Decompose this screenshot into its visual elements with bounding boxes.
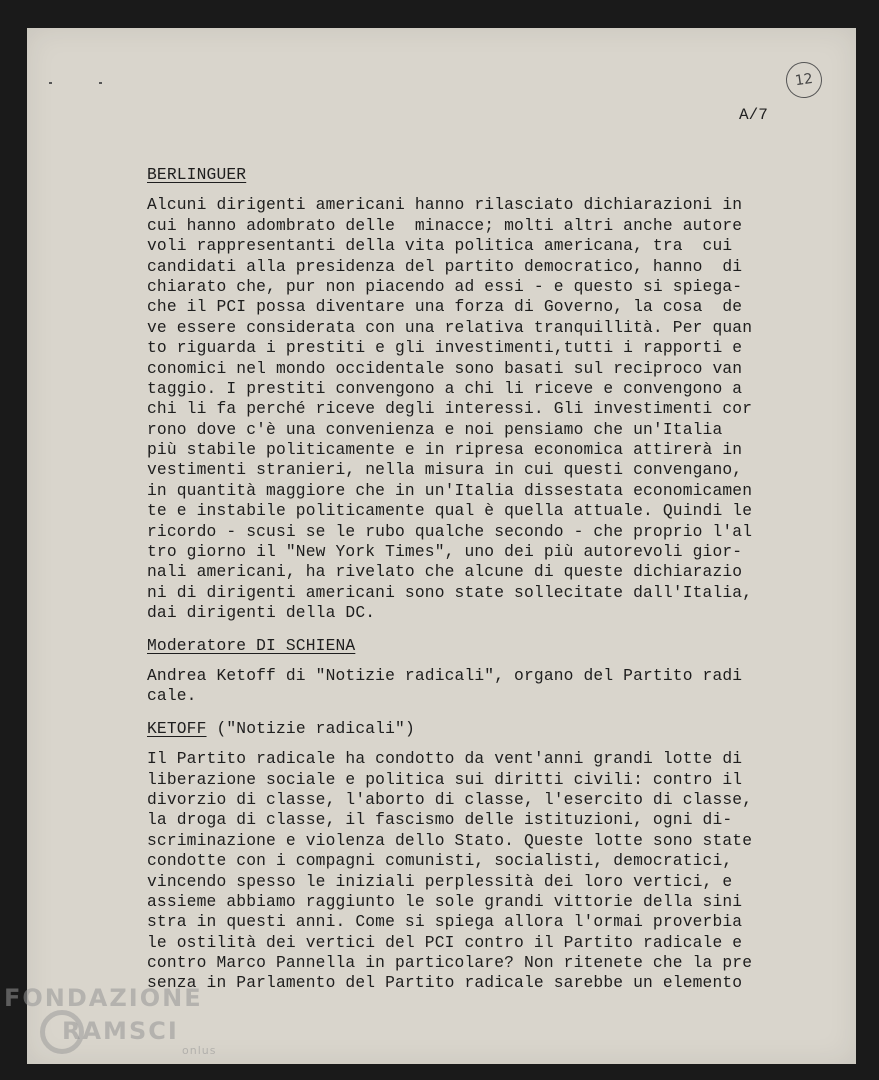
text-line: taggio. I prestiti convengono a chi li riceve e convengono a [147, 378, 743, 398]
text-line: scriminazione e violenza dello Stato. Queste lotte sono state [147, 830, 753, 850]
text-line: rono dove c'è una convenienza e noi pensiamo che un'Italia [147, 419, 723, 439]
text-line: stra in questi anni. Come si spiega allora l'ormai proverbia [147, 912, 743, 932]
text-line: candidati alla presidenza del partito democratico, hanno di [147, 256, 743, 276]
text-line: cui hanno adombrato delle minacce; molti altri anche autore [147, 215, 743, 235]
text-line: chi li fa perché riceve degli interessi. Gli investimenti cor [147, 399, 753, 419]
text-line: voli rappresentanti della vita politica americana, tra cui [147, 236, 733, 256]
speech-paragraph [147, 666, 797, 707]
text-line: la droga di classe, il fascismo delle istituzioni, ogni di- [147, 810, 733, 830]
text-line: conomici nel mondo occidentale sono basati sul reciproco van [147, 358, 743, 378]
speaker-heading: BERLINGUER [147, 165, 247, 184]
text-line: te e instabile politicamente qual è quella attuale. Quindi le [147, 501, 753, 521]
text-line: vestimenti stranieri, nella misura in cui questi convengano, [147, 460, 743, 480]
margin-mark [99, 82, 102, 84]
text-line: vincendo spesso le iniziali perplessità dei loro vertici, e [147, 871, 733, 891]
text-line: assieme abbiamo raggiunto le sole grandi vittorie della sini [147, 891, 743, 911]
handwritten-page-number: 12 [784, 60, 825, 101]
reference-code: A/7 [739, 106, 768, 124]
text-line: ve essere considerata con una relativa tranquillità. Per quan [147, 317, 753, 337]
text-line: in quantità maggiore che in un'Italia dissestata economicamen [147, 480, 753, 500]
text-line: nali americani, ha rivelato che alcune di queste dichiarazio [147, 562, 743, 582]
text-line: Andrea Ketoff di "Notizie radicali", organo del Partito radi [147, 665, 743, 685]
transcript-body [147, 165, 797, 994]
text-line: ni di dirigenti americani sono state sollecitate dall'Italia, [147, 582, 753, 602]
text-line: tro giorno il "New York Times", uno dei più autorevoli gior- [147, 542, 743, 562]
speech-paragraph [147, 195, 797, 623]
speaker-heading: Moderatore DI SCHIENA [147, 635, 356, 655]
speech-paragraph [147, 749, 797, 994]
text-line: Il Partito radicale ha condotto da vent'anni grandi lotte di [147, 749, 743, 769]
text-line: divorzio di classe, l'aborto di classe, l'esercito di classe, [147, 789, 753, 809]
text-line: liberazione sociale e politica sui diritti civili: contro il [147, 769, 743, 789]
watermark-line3: onlus [182, 1044, 217, 1057]
watermark-line1: FONDAZIONE [4, 984, 203, 1012]
watermark-logo [4, 984, 217, 1057]
text-line: ricordo - scusi se le rubo qualche secondo - che proprio l'al [147, 521, 753, 541]
speaker-heading: KETOFF ("Notizie radicali") [147, 718, 415, 738]
text-line: più stabile politicamente e in ripresa economica attirerà in [147, 440, 743, 460]
text-line: Alcuni dirigenti americani hanno rilasciato dichiarazioni in [147, 195, 743, 215]
text-line: senza in Parlamento del Partito radicale sarebbe un elemento [147, 973, 743, 993]
text-line: chiarato che, pur non piacendo ad essi - e questo si spiega- [147, 276, 743, 296]
text-line: contro Marco Pannella in particolare? Non ritenete che la pre [147, 953, 753, 973]
text-line: condotte con i compagni comunisti, socialisti, democratici, [147, 851, 733, 871]
text-line: che il PCI possa diventare una forza di Governo, la cosa de [147, 297, 743, 317]
text-line: to riguarda i prestiti e gli investimenti,tutti i rapporti e [147, 338, 743, 358]
text-line: le ostilità dei vertici del PCI contro il Partito radicale e [147, 932, 743, 952]
watermark-line2: RAMSCI [40, 1010, 179, 1054]
text-line: dai dirigenti della DC. [147, 603, 376, 623]
text-line: cale. [147, 686, 197, 706]
margin-mark [49, 82, 52, 84]
